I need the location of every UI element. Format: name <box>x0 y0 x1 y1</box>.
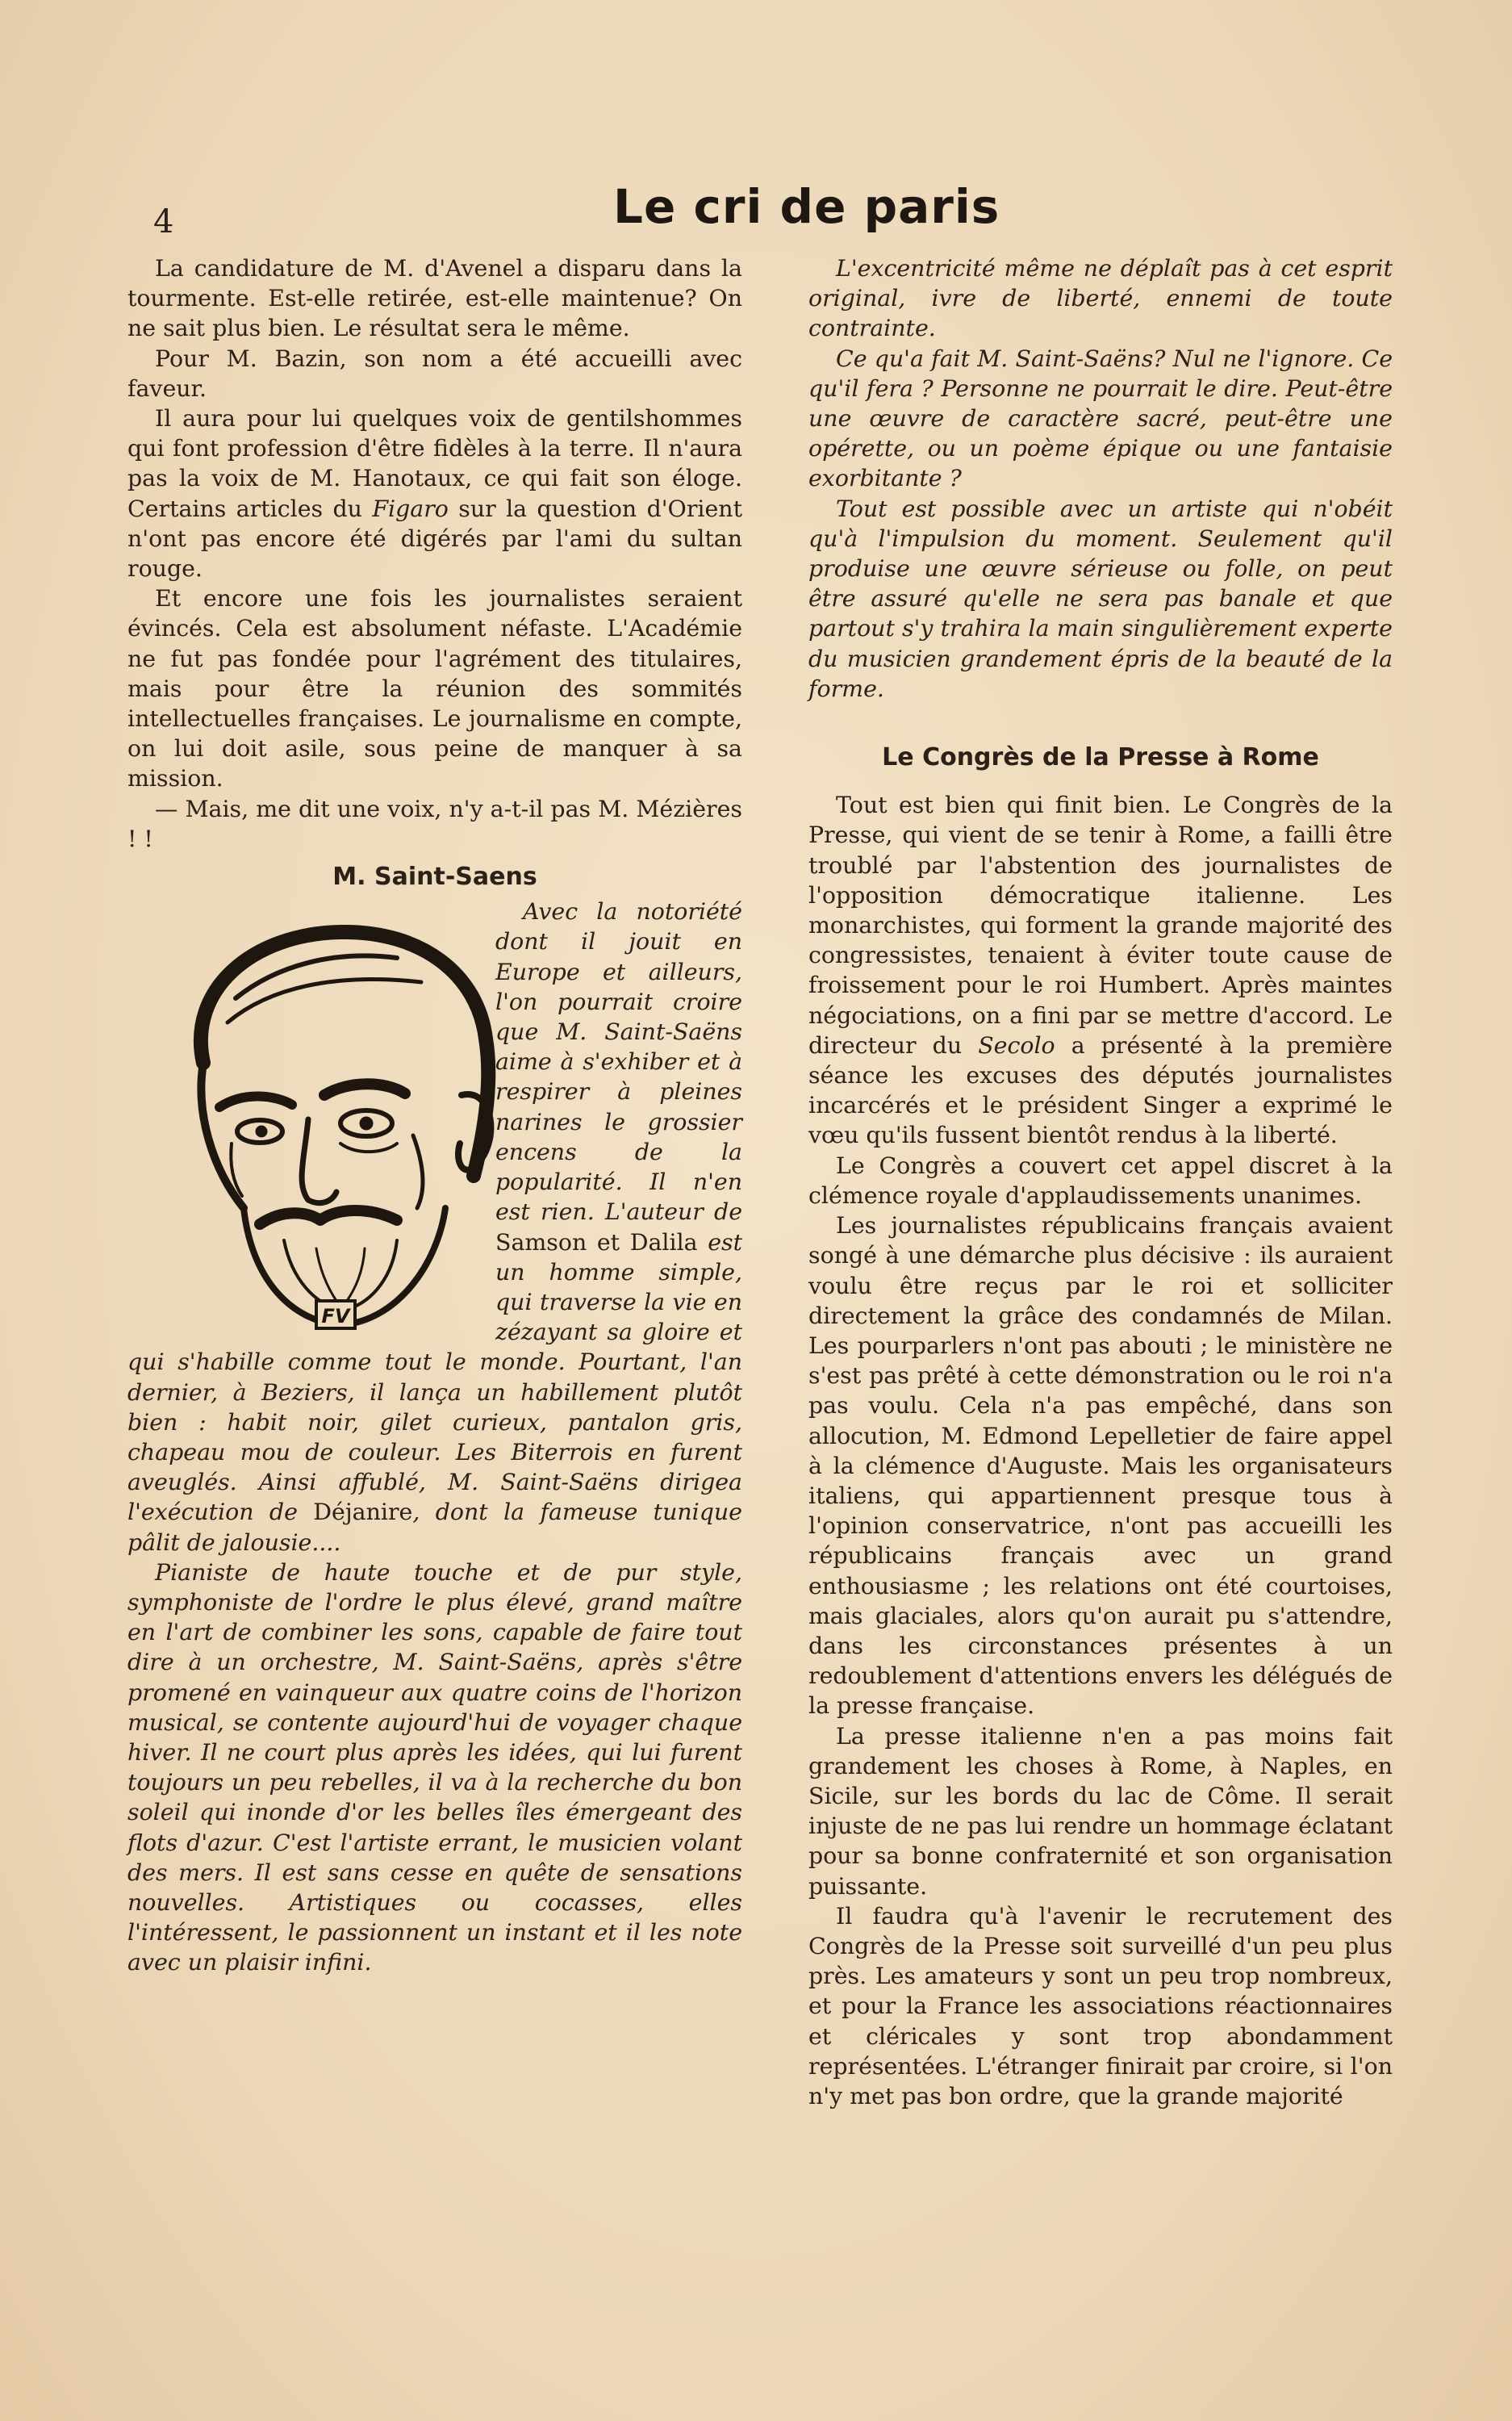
work-title-dejanire: Déjanire <box>313 1499 413 1526</box>
paragraph: — Mais, me dit une voix, n'y a-t-il pas M. Mézières ! ! <box>127 795 742 852</box>
text-run: Avec la notoriété dont il jouit en Europe et ailleurs, l'on pourrait croire que M. Saint-Saëns aime à s'exhiber et à respirer à pleines narines le grossier encens de la popularité. Il n'en est rien. L'auteur de <box>495 898 742 1226</box>
text-run: a présenté à la première séance les excuses des députés journalistes incarcérés et le président Singer a exprimé le vœu qu'ils fussent bientôt rendus à la liberté. <box>808 1031 1393 1149</box>
right-column <box>808 253 1393 2111</box>
paragraph: Les journalistes républicains français avaient songé à une démarche plus décisive : ils auraient voulu être reçus par le roi et solliciter directement la grâce des condamnés de Milan. Les pourparlers n'ont pas abouti ; le ministère ne s'est pas prêté à cette démonstration ou le roi n'a pas voulu. Cela n'a pas empêché, dans son allocution, M. Edmond Lepelletier de faire appel à la clémence d'Auguste. Mais les organisateurs italiens, qui appartiennent presque tous à l'opinion conservatrice, n'ont pas accueilli les républicains français avec un grand enthousiasme ; les relations ont été courtoises, mais glaciales, alors qu'on aurait pu s'attendre, dans les circonstances présentes à un redoublement d'attentions envers les délégués de la presse française. <box>808 1212 1393 1720</box>
paragraph <box>127 404 742 583</box>
paragraph <box>808 790 1393 1150</box>
newspaper-name-secolo: Secolo <box>978 1031 1055 1059</box>
section-heading-saint-saens: M. Saint-Saens <box>332 863 537 892</box>
masthead-title: Le cri de paris <box>613 179 1000 234</box>
paragraph: Le Congrès a couvert cet appel discret à la clémence royale d'applaudissements unanimes. <box>808 1152 1393 1209</box>
text-run: est un homme simple, qui traverse la vie en zézayant sa gloire et qui s'habille comme tout le monde. Pourtant, l'an dernier, à Beziers, il lança un habillement plutôt bien : habit noir, gilet curieux, pantalon gris, chapeau mou de couleur. Les Biterrois en furent aveuglés. Ainsi affublé, M. Saint-Saëns dirigea l'exécution de <box>127 1228 742 1526</box>
portrait-illustration <box>127 901 482 1332</box>
work-title-samson-et-dalila: Samson et Dalila <box>495 1228 698 1256</box>
text-run: Il aura pour lui quelques voix de gentilshommes qui font profession d'être fidèles à la terre. Il n'aura pas la voix de M. Hanotaux, ce qui fait son éloge. Certains articles du <box>127 405 742 522</box>
paragraph: Il faudra qu'à l'avenir le recrutement des Congrès de la Presse soit surveillé d'un peu plus près. Les amateurs y sont un peu trop nombreux, et pour la France les associations réactionnaires et cléricales y sont trop abondamment représentées. L'étranger finirait par croire, si l'on n'y met pas bon ordre, que la grande majorité <box>808 1902 1393 2109</box>
paragraph: Pianiste de haute touche et de pur style, symphoniste de l'ordre le plus élevé, grand maître en l'art de combiner les sons, capable de faire tout dire à un orchestre, M. Saint-Saëns, après s'être promené en vainqueur aux quatre coins de l'horizon musical, se contente aujourd'hui de voyager chaque hiver. Il ne court plus après les idées, qui lui furent toujours un peu rebelles, il va à la recherche du bon soleil qui inonde d'or les belles îles émergeant des flots d'azur. C'est l'artiste errant, le musicien volant des mers. Il est sans cesse en quête de sensations nouvelles. Artistiques ou cocasses, elles l'intéressent, le passionnent un instant et il les note avec un plaisir infini. <box>127 1558 742 1976</box>
paragraph: Tout est possible avec un artiste qui n'obéit qu'à l'impulsion du moment. Seulement qu'il produise une œuvre sérieuse ou folle, on peut être assuré qu'elle ne sera pas banale et que partout s'y trahira la main singulièrement experte du musicien grandement épris de la beauté de la forme. <box>808 495 1393 702</box>
text-run: , dont la fameuse tunique pâlit de jalousie.... <box>127 1499 742 1556</box>
paragraph: Pour M. Bazin, son nom a été accueilli avec faveur. <box>127 345 742 402</box>
newspaper-name-figaro: Figaro <box>372 495 449 522</box>
section-heading-congres: Le Congrès de la Presse à Rome <box>882 743 1319 772</box>
text-run: Tout est bien qui finit bien. Le Congrès de la Presse, qui vient de se tenir à Rome, a failli être troublé par l'abstention des journalistes de l'opposition démocratique italienne. Les monarchistes, qui forment la grande majorité des congressistes, tenaient à éviter toute cause de froissement pour le roi Humbert. Après maintes négociations, on a fini par se mettre d'accord. Le directeur du <box>808 792 1393 1059</box>
portrait-monogram: FV <box>321 1305 350 1328</box>
left-column <box>127 253 742 1978</box>
paragraph: Et encore une fois les journalistes seraient évincés. Cela est absolument néfaste. L'Académie ne fut pas fondée pour l'agrément des titulaires, mais pour être la réunion des sommités intellectuelles françaises. Le journalisme en compte, on lui doit asile, sous peine de manquer à sa mission. <box>127 585 742 792</box>
text-run: sur la question d'Orient n'ont pas encore été digérés par l'ami du sultan rouge. <box>127 495 742 583</box>
saint-saens-portrait-drawing <box>155 901 510 1332</box>
paragraph: La candidature de M. d'Avenel a disparu dans la tourmente. Est-elle retirée, est-elle maintenue? On ne sait plus bien. Le résultat sera le même. <box>127 255 742 342</box>
page-number: 4 <box>153 203 174 240</box>
paragraph: La presse italienne n'en a pas moins fait grandement les choses à Rome, à Naples, en Sicile, sur les bords du lac de Côme. Il serait injuste de ne pas lui rendre un hommage éclatant pour sa bonne confraternité et son organisation puissante. <box>808 1722 1393 1900</box>
paragraph: Ce qu'a fait M. Saint-Saëns? Nul ne l'ignore. Ce qu'il fera ? Personne ne pourrait le dire. Peut-être une œuvre de caractère sacré, peut-être une opérette, ou un poème épique ou une fantaisie exorbitante ? <box>808 345 1393 492</box>
paragraph: L'excentricité même ne déplaît pas à cet esprit original, ivre de liberté, ennemi de toute contrainte. <box>808 255 1393 342</box>
paragraph <box>127 897 742 1557</box>
